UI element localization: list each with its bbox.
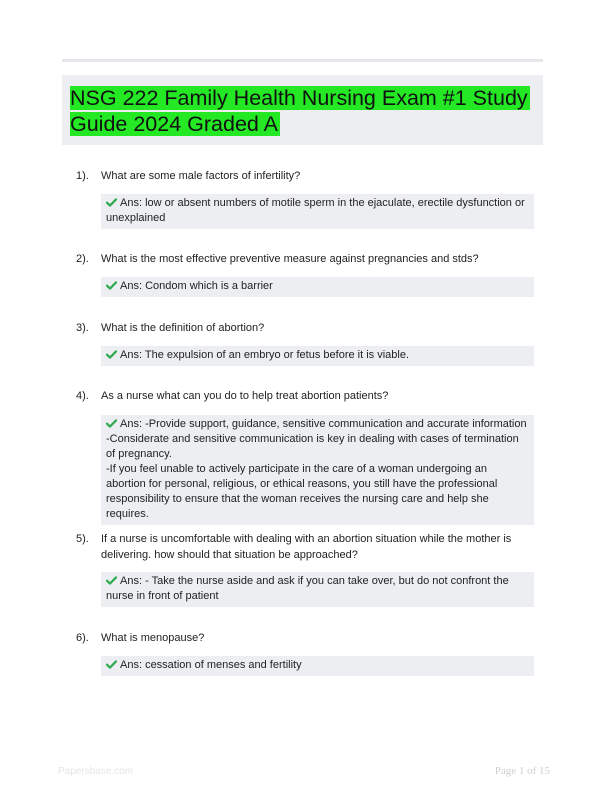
answer-text: Ans: cessation of menses and fertility bbox=[120, 659, 302, 671]
answer-line: -If you feel unable to actively participate in the care of a woman undergoing an abortion for personal, religious, or ethical reasons, you still have the professional responsibility to ensure that the woman receives the nursing care and help she requires. bbox=[106, 463, 498, 520]
top-divider bbox=[62, 59, 543, 62]
answer-line bbox=[106, 279, 529, 294]
question-text: What is menopause? bbox=[101, 632, 205, 644]
answer-line bbox=[106, 658, 529, 673]
check-icon bbox=[106, 576, 117, 585]
check-icon bbox=[106, 419, 117, 428]
answer-box bbox=[101, 415, 534, 525]
answer-text: Ans: Condom which is a barrier bbox=[120, 280, 273, 292]
question-text: As a nurse what can you do to help treat abortion patients? bbox=[101, 390, 389, 402]
check-icon bbox=[106, 350, 117, 359]
question-number: 6). bbox=[76, 632, 89, 644]
check-icon bbox=[106, 198, 117, 207]
question-number: 4). bbox=[76, 390, 89, 402]
answer-text: Ans: low or absent numbers of motile sperm in the ejaculate, erectile dysfunction or unexplained bbox=[106, 197, 525, 224]
answer-line bbox=[106, 574, 529, 604]
answer-text: Ans: The expulsion of an embryo or fetus before it is viable. bbox=[120, 349, 410, 361]
question-text: If a nurse is uncomfortable with dealing with an abortion situation while the mother is delivering. how should that situation be approached? bbox=[101, 533, 512, 561]
check-icon bbox=[106, 281, 117, 290]
question-text: What are some male factors of infertility? bbox=[101, 170, 301, 182]
question-number: 5). bbox=[76, 533, 89, 545]
question-number: 1). bbox=[76, 170, 89, 182]
question-number: 2). bbox=[76, 253, 89, 265]
footer-watermark: Papersbase.com bbox=[58, 766, 134, 777]
question-text: What is the most effective preventive measure against pregnancies and stds? bbox=[101, 253, 479, 265]
answer-line bbox=[106, 417, 529, 432]
answer-box bbox=[101, 277, 534, 297]
question-number: 3). bbox=[76, 322, 89, 334]
answer-line: -Considerate and sensitive communication is key in dealing with cases of termination of pregnancy. bbox=[106, 433, 519, 460]
answer-box bbox=[101, 346, 534, 366]
title-highlight: NSG 222 Family Health Nursing Exam #1 Study Guide 2024 Graded A bbox=[70, 86, 528, 136]
question-text: What is the definition of abortion? bbox=[101, 322, 265, 334]
page-number: Page 1 of 15 bbox=[494, 765, 550, 777]
answer-text: Ans: -Provide support, guidance, sensitive communication and accurate information bbox=[120, 418, 527, 430]
answer-line bbox=[106, 348, 529, 363]
answer-box bbox=[101, 572, 534, 607]
answer-box bbox=[101, 656, 534, 676]
title-banner bbox=[62, 75, 543, 145]
check-icon bbox=[106, 660, 117, 669]
document-title bbox=[70, 85, 540, 137]
answer-line bbox=[106, 196, 529, 226]
answer-text: Ans: - Take the nurse aside and ask if you can take over, but do not confront the nurse in front of patient bbox=[106, 575, 509, 602]
answer-box bbox=[101, 194, 534, 229]
